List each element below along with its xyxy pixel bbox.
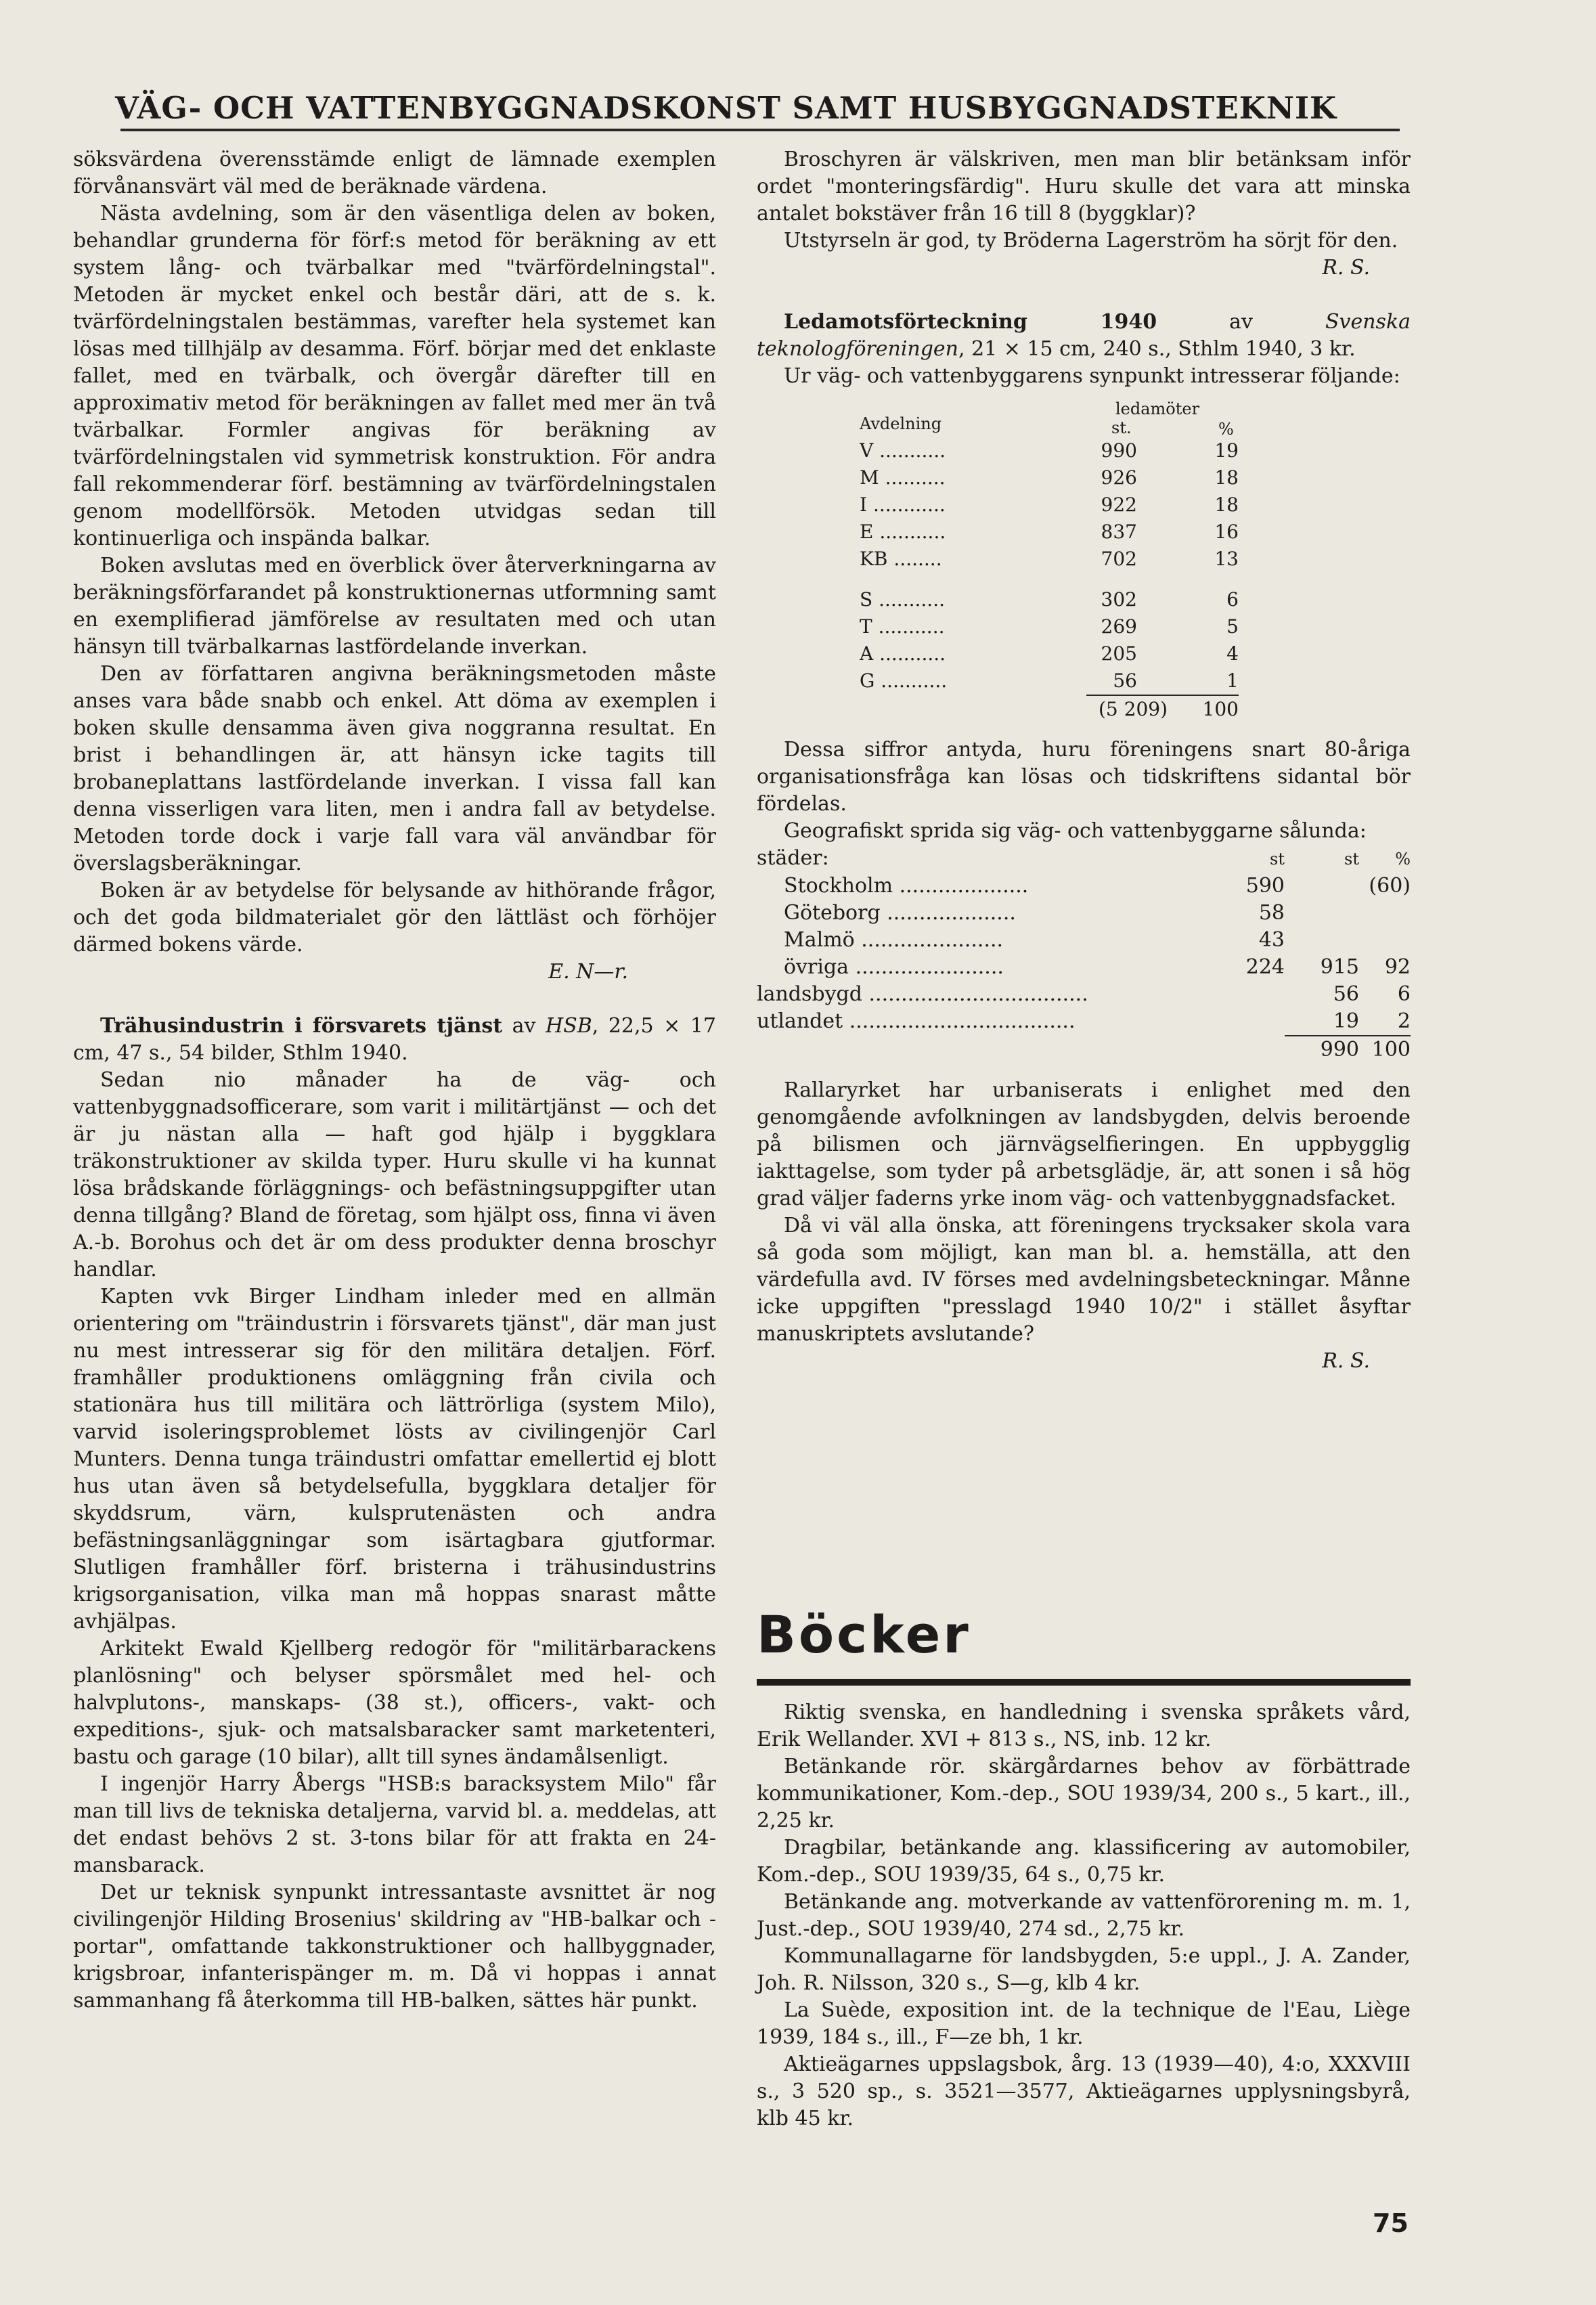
members-avdelning [860,613,1069,640]
members-avdelning [860,437,1069,464]
signature: E. N—r. [548,960,628,984]
review-heading [757,309,1411,363]
col-ledamoter: ledamöter [1115,399,1200,418]
paragraph: Broschyren är välskriven, men man blir betänksam inför ordet "monteringsfärdig". Huru skulle det vara att minska antalet bokstäver från 16 till 8 (byggklar)? [757,148,1411,225]
geography-row [757,981,1411,1008]
geography-place [757,981,1285,1008]
geography-place [757,954,1203,981]
signature: R. S. [1322,256,1370,280]
members-total-pct: 100 [1202,698,1239,720]
label-stader: städer: [757,846,829,870]
paragraph: Arkitekt Ewald Kjellberg redogör för "militärbarackens planlösning" och belyser spörsmålet med hel- och halvplutons-, manskaps- (38 st.), officers-, vakt- och expeditions-, sjuk- och matsalsbaracker samt marketenteri, bastu och garage (10 bilar), allt till synes ändamålsenligt. [73,1637,716,1769]
members-avdelning [860,519,1069,546]
members-pct: 18 [1214,493,1239,516]
paragraph: Utstyrseln är god, ty Bröderna Lagerström ha sörjt för den. [784,229,1398,253]
geography-leader-dots: ....................... [849,955,1004,979]
members-avdelning [860,546,1069,573]
members-avdelning-name: E [860,521,874,543]
col-st2: st [1344,850,1359,869]
col-pct: % [1218,420,1234,439]
geography-place [757,927,1203,954]
geography-place [757,1008,1285,1035]
members-row [860,640,1239,667]
members-row [860,546,1239,573]
members-pct: 13 [1214,548,1239,570]
geography-pct: 6 [1397,982,1411,1006]
members-pct: 16 [1214,521,1239,543]
paragraph: Dessa siffror antyda, huru föreningens snart 80-åriga organisationsfråga kan lösas och tidskriftens sidantal bör fördelas. [757,738,1411,816]
geography-others [757,981,1411,1035]
members-avdelning [860,464,1069,491]
review-publisher: HSB [546,1014,592,1038]
members-avdelning-name: S [860,588,873,611]
review-title: Trähusindustrin i försvarets tjänst [100,1014,503,1038]
paragraph: Då vi väl alla önska, att föreningens trycksaker skola vara så goda som möjligt, kan man bl. a. hemställa, att den värdefulla avd. IV förses med avdelningsbeteckningar. Månne icke uppgiften "presslagd 1940 10/2" i stället åsyftar manuskriptets avslutande? [757,1214,1411,1346]
geography-st: 590 [1245,874,1285,898]
geography-row [757,900,1411,927]
members-row [860,437,1239,464]
members-group-1 [860,437,1239,573]
signature: R. S. [1322,1349,1370,1373]
book-entry: Kommunallagarne för landsbygden, 5:e uppl., J. A. Zander, Joh. R. Nilsson, 320 s., S—g, klb 4 kr. [757,1944,1411,1995]
members-st: 702 [1101,548,1137,570]
left-column [73,146,716,2015]
book-entry: Dragbilar, betänkande ang. klassificering av automobiler, Kom.-dep., SOU 1939/35, 64 s., 0,75 kr. [757,1836,1411,1887]
geography-leader-dots: .................... [880,901,1016,925]
members-pct: 4 [1226,642,1239,665]
book-entry: Betänkande rör. skärgårdarnes behov av förbättrade kommunikationer, Kom.-dep., SOU 1939/34, 200 s., 5 kart., ill., 2,25 kr. [757,1755,1411,1832]
review-heading [73,1013,716,1067]
members-st: 302 [1101,588,1137,611]
members-st: 990 [1101,439,1137,462]
members-st: 837 [1101,521,1137,543]
members-group-2 [860,586,1239,695]
col-st: st. [1111,418,1132,437]
geography-table [757,845,1411,1063]
geography-leader-dots: ................................... [843,1009,1076,1033]
members-leader-dots: ........... [872,615,945,638]
geography-total-row [757,1035,1411,1063]
review-by: av [1157,310,1325,334]
members-st: 922 [1101,493,1137,516]
paragraph: Boken är av betydelse för belysande av hithörande frågor, och det goda bildmaterialet gör den lättläst och förhöjer därmed bokens värde. [73,879,716,957]
book-entry: La Suède, exposition int. de la technique de l'Eau, Liège 1939, 184 s., ill., F—ze bh, 1 kr. [757,1998,1411,2049]
members-avdelning [860,640,1069,667]
members-leader-dots: ........... [873,439,946,462]
geography-st2: 56 [1333,982,1359,1006]
members-leader-dots: ........ [887,548,942,570]
book-entry: Riktig svenska, en handledning i svenska språkets vård, Erik Wellander. XVI + 813 s., NS, inb. 12 kr. [757,1700,1411,1751]
geography-row [757,873,1411,900]
geography-place-name: övriga [784,955,849,979]
paragraph: Boken avslutas med en överblick över återverkningarna av beräkningsförfarandet på konstruktionernas utformning samt en exemplifierad jämförelse av resultaten med och utan hänsyn till tvärbalkarnas lastfördelande inverkan. [73,554,716,659]
geography-place-name: Stockholm [784,874,893,898]
members-avdelning [860,586,1069,613]
col-st: st [1270,850,1285,869]
members-pct: 5 [1226,615,1239,638]
col-pct: % [1395,850,1411,869]
members-avdelning [860,667,1069,695]
geography-row [757,1008,1411,1035]
running-header: VÄG- OCH VATTENBYGGNADSKONST SAMT HUSBYGGNADSTEKNIK [115,90,1337,126]
review-by: av [502,1014,546,1038]
geography-leader-dots: .................... [893,874,1029,898]
members-pct: 6 [1226,588,1239,611]
review-publisher: Svenska teknologföreningen [757,310,1411,361]
geography-st: 224 [1245,955,1285,979]
members-row [860,519,1239,546]
members-leader-dots: .......... [879,466,946,489]
geography-total-st: 990 [1285,1035,1359,1063]
members-st: 205 [1101,642,1137,665]
members-total-row [1086,695,1239,723]
members-avdelning-name: I [860,493,868,516]
geography-row [757,954,1411,981]
geography-pct: 92 [1384,955,1411,979]
geography-place [757,873,1203,900]
geography-st2: 19 [1333,1009,1359,1033]
paragraph: söksvärdena överensstämde enligt de lämnade exemplen förvånansvärt väl med de beräknade värdena. [73,148,716,198]
paragraph: Den av författaren angivna beräkningsmetoden måste anses vara både snabb och enkel. Att döma av exemplen i boken skulle densamma även giva noggranna resultat. En brist i behandlingen är, att hänsyn icke tagits till brobaneplattans lastfördelande inverkan. I vissa fall kan denna visserligen vara liten, men i andra fall av betydelse. Metoden torde dock i varje fall vara väl användbar för överslagsberäkningar. [73,662,716,875]
geography-total-pct: 100 [1359,1035,1411,1063]
geography-st2: 915 [1320,955,1359,979]
members-pct: 19 [1214,439,1239,462]
geography-place [757,900,1203,927]
paragraph: Sedan nio månader ha de väg- och vattenbyggnadsofficerare, som varit i militärtjänst — och det är ju nästan alla — haft god hjälp i byggklara träkonstruktioner av skilda typer. Huru skulle vi ha kunnat lösa brådskande förläggnings- och befästningsuppgifter utan denna tillgång? Bland de företag, som hjälpt oss, finna vi även A.-b. Borohus och det är om dess produkter denna broschyr handlar. [73,1068,716,1281]
paragraph: Rallaryrket har urbaniserats i enlighet med den genomgående avfolkningen av landsbygden, delvis beroende på bilismen och järnvägselfieringen. En uppbygglig iakttagelse, som tyder på arbetsglädje, är, att sonen i så hög grad väljer faderns yrke inom väg- och vattenbyggnadsfacket. [757,1078,1411,1210]
members-row [860,613,1239,640]
members-row [860,464,1239,491]
geography-row [757,927,1411,954]
paragraph: I ingenjör Harry Åbergs "HSB:s baracksystem Milo" får man till livs de tekniska detaljerna, varvid bl. a. meddelas, att det endast behövs 2 st. 3-tons bilar för att frakta en 24-mansbarack. [73,1772,716,1877]
members-avdelning-name: T [860,615,872,638]
members-row [860,491,1239,519]
geography-table-header [757,845,1411,873]
geography-cities [757,873,1411,981]
members-st: 926 [1101,466,1137,489]
members-leader-dots: ............ [867,493,946,516]
paragraph: Nästa avdelning, som är den väsentliga delen av boken, behandlar grunderna för förf:s metod för beräkning av ett system lång- och tvärbalkar med "tvärfördelningstal". Metoden är mycket enkel och består däri, att de s. k. tvärfördelningstalen bestämmas, varefter hela systemet kan lösas med tillhjälp av desamma. Förf. börjar med det enklaste fallet, med en tvärbalk, och övergår därefter till en approximativ metod för beräkningen av fallet med mer än två tvärbalkar. Formler angivas för beräkning av tvärfördelningstalen vid symmetrisk konstruktion. För andra fall rekommenderar förf. bestämning av tvärfördelningstalen genom modellförsök. Metoden utvidgas sedan till kontinuerliga och inspända balkar. [73,202,716,550]
members-table-header [860,399,1239,437]
paragraph: Kapten vvk Birger Lindham inleder med en allmän orientering om "träindustrin i försvarets tjänst", där man just nu mest intresserar sig för den militära detaljen. Förf. framhåller produktionens omläggning från civila och stationära hus till militära och lättrörliga (system Milo), varvid isoleringsproblemet lösts av civilingenjör Carl Munters. Denna tunga träindustri omfattar emellertid ej blott hus utan även så betydelsefulla, byggklara detaljer för skyddsrum, värn, kulsprutenästen och andra befästningsanläggningar som isärtagbara gjutformar. Slutligen framhåller förf. bristerna i trähusindustrins krigsorganisation, vilka man må hoppas snarast måtte avhjälpas. [73,1285,716,1633]
members-avdelning-name: V [860,439,874,462]
members-table [860,399,1239,723]
members-leader-dots: ........... [874,669,948,692]
col-avdelning: Avdelning [860,414,942,433]
page-number: 75 [1373,2208,1409,2238]
paragraph: Ur väg- och vattenbyggarens synpunkt intresserar följande: [784,364,1400,388]
members-avdelning-name: A [860,642,874,665]
review-title: Ledamotsförteckning 1940 [784,310,1157,334]
geography-st: 43 [1258,928,1285,952]
members-avdelning [860,491,1069,519]
paragraph: Geografiskt sprida sig väg- och vattenbyggarne sålunda: [784,819,1367,843]
members-total-st: (5 209) [1098,698,1168,720]
books-heading-rule [757,1679,1411,1686]
members-pct: 1 [1226,669,1239,692]
members-st: 269 [1101,615,1137,638]
geography-pct: 2 [1397,1009,1411,1033]
books-list [757,1699,1411,2132]
members-pct: 18 [1214,466,1239,489]
review-meta: , 21 × 15 cm, 240 s., Sthlm 1940, 3 kr. [958,337,1356,361]
paragraph: Det ur teknisk synpunkt intressantaste avsnittet är nog civilingenjör Hilding Brosenius' skildring av "HB-balkar och -portar", omfattande takkonstruktioner och hallbyggnader, krigsbroar, infanterispänger m. m. Då vi hoppas i annat sammanhang få återkomma till HB-balken, sättes här punkt. [73,1881,716,2013]
book-entry: Betänkande ang. motverkande av vattenförorening m. m. 1, Just.-dep., SOU 1939/40, 274 sd., 2,75 kr. [757,1890,1411,1941]
members-leader-dots: ........... [873,521,946,543]
members-st: 56 [1113,669,1137,692]
header-rule [120,129,1400,131]
geography-leader-dots: .................................. [862,982,1088,1006]
geography-leader-dots: ...................... [854,928,1004,952]
books-heading: Böcker [757,1604,971,1665]
review-meta: , 22,5 × 17 cm, 47 s., 54 bilder, Sthlm 1940. [73,1014,716,1065]
geography-place-name: Göteborg [784,901,881,925]
geography-place-name: landsbygd [757,982,862,1006]
members-row [860,667,1239,695]
book-entry: Aktieägarnes uppslagsbok, årg. 13 (1939—40), 4:o, XXXVIII s., 3 520 sp., s. 3521—3577, Aktieägarnes upplysningsbyrå, klb 45 kr. [757,2052,1411,2130]
members-avdelning-name: KB [860,548,888,570]
members-leader-dots: ........... [873,642,946,665]
geography-place-name: Malmö [784,928,855,952]
members-row [860,586,1239,613]
geography-st: 58 [1258,901,1285,925]
right-column [757,146,1411,1375]
members-avdelning-name: M [860,466,879,489]
geography-pct: (60) [1369,874,1411,898]
members-leader-dots: ........... [872,588,945,611]
members-avdelning-name: G [860,669,875,692]
geography-place-name: utlandet [757,1009,843,1033]
